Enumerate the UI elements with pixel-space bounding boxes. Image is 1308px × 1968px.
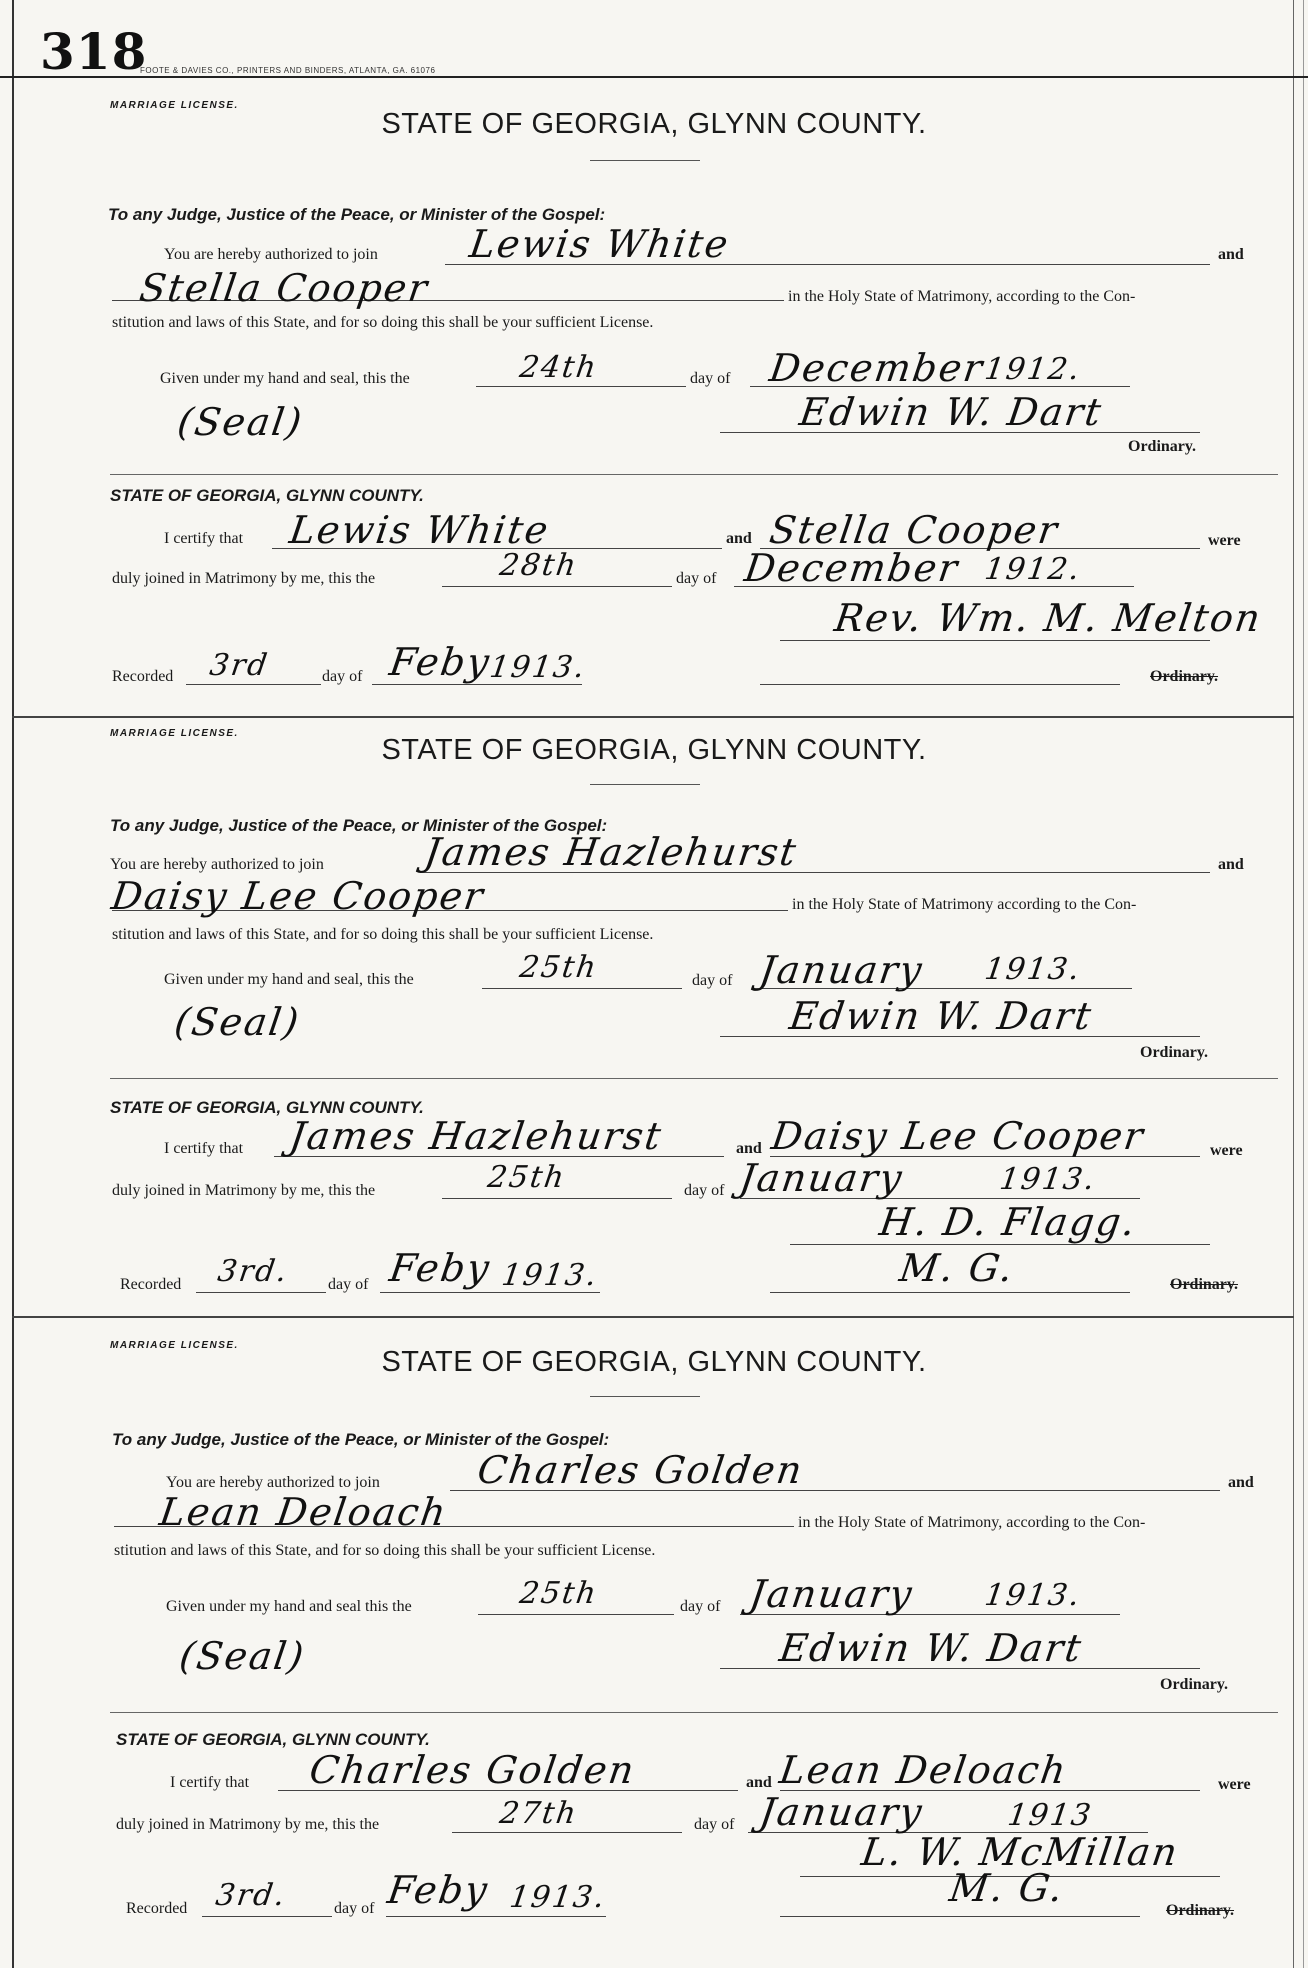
license-year: 1912. [982, 352, 1084, 387]
cert-day-of: day of [684, 1182, 725, 1199]
officiant-signature: H. D. Flagg. [876, 1200, 1140, 1244]
cert-groom: James Hazlehurst [286, 1114, 666, 1158]
officiant-title: M. G. [896, 1246, 1018, 1290]
cert-bride: Daisy Lee Cooper [768, 1114, 1148, 1158]
cert-day-of: day of [676, 570, 717, 587]
officiant-title: M. G. [946, 1866, 1068, 1910]
license-day-line [482, 988, 682, 989]
marriage-license-label: MARRIAGE LICENSE. [110, 728, 239, 739]
right-edge-rule [1303, 0, 1304, 1968]
entry-divider-1 [12, 716, 1294, 718]
cert-state-title: STATE OF GEORGIA, GLYNN COUNTY. [110, 486, 424, 505]
recorded-day-of: day of [334, 1900, 375, 1917]
cert-groom: Charles Golden [306, 1748, 639, 1792]
recorded-sig-line [770, 1292, 1130, 1293]
recorded-month: Feby [386, 640, 494, 684]
to-any-judge: To any Judge, Justice of the Peace, or Minister of the Gospel: [110, 816, 608, 835]
recorded-text: Recorded [120, 1276, 182, 1293]
title-rule [590, 160, 700, 161]
recorded-month: Feby [386, 1246, 494, 1290]
title-rule [590, 1396, 700, 1397]
license-state-title: STATE OF GEORGIA, GLYNN COUNTY. [381, 108, 927, 140]
marriage-month: January [736, 1156, 907, 1200]
recorded-month: Feby [384, 1868, 492, 1912]
ordinary-label: Ordinary. [1140, 1044, 1209, 1061]
were-text: were [1210, 1142, 1243, 1159]
recorded-day-line [196, 1292, 326, 1293]
marriage-month: December [741, 546, 962, 590]
ordinary-signature: Edwin W. Dart [786, 994, 1096, 1038]
cert-and: and [736, 1140, 762, 1157]
cert-day-of: day of [694, 1816, 735, 1833]
ordinary-label: Ordinary. [1128, 438, 1197, 455]
license-month: December [766, 346, 987, 390]
groom-name: Lewis White [466, 222, 733, 266]
groom-name: James Hazlehurst [421, 830, 801, 874]
seal-mark: (Seal) [174, 400, 307, 444]
left-margin-rule [12, 0, 14, 1968]
page-number: 318 [40, 22, 148, 81]
holy-state-text: in the Holy State of Matrimony, according to the Con- [798, 1514, 1146, 1531]
license-day: 25th [517, 1576, 601, 1611]
cert-and: and [746, 1774, 772, 1791]
license-day-line [476, 386, 686, 387]
cert-bride: Lean Deloach [776, 1748, 1071, 1792]
cert-bride: Stella Cooper [766, 508, 1062, 552]
license-state-title: STATE OF GEORGIA, GLYNN COUNTY. [381, 1346, 927, 1378]
cert-state-title: STATE OF GEORGIA, GLYNN COUNTY. [116, 1730, 430, 1749]
officiant-signature: Rev. Wm. M. Melton [831, 596, 1265, 640]
recorded-text: Recorded [126, 1900, 188, 1917]
officiant-signature: L. W. McMillan [858, 1830, 1182, 1874]
certify-text: I certify that [170, 1774, 250, 1791]
marriage-year: 1913. [997, 1162, 1099, 1197]
bride-name: Lean Deloach [156, 1490, 451, 1534]
stitution-text: stitution and laws of this State, and for so doing this shall be your sufficient License. [114, 1542, 656, 1559]
section-rule [110, 1078, 1278, 1079]
marriage-day-line [442, 586, 672, 587]
recorded-year: 1913. [499, 1258, 601, 1293]
right-margin-rule [1293, 0, 1294, 1968]
marriage-day: 28th [497, 548, 581, 583]
recorded-day: 3rd. [213, 1878, 289, 1913]
and-text: and [1228, 1474, 1254, 1491]
license-day: 25th [517, 950, 601, 985]
recorded-sig-line [760, 684, 1120, 685]
marriage-day-line [452, 1832, 682, 1833]
ordinary-struck: Ordinary. [1166, 1902, 1235, 1919]
holy-state-text: in the Holy State of Matrimony, according to the Con- [788, 288, 1136, 305]
officiant-line [780, 640, 1210, 641]
recorded-month-line [386, 1916, 606, 1917]
header-rule [0, 76, 1308, 78]
groom-name: Charles Golden [474, 1448, 807, 1492]
marriage-license-label: MARRIAGE LICENSE. [110, 1340, 239, 1351]
holy-state-text: in the Holy State of Matrimony according to the Con- [792, 896, 1137, 913]
bride-name: Stella Cooper [136, 266, 432, 310]
printer-imprint: FOOTE & DAVIES CO., PRINTERS AND BINDERS, ATLANTA, GA. 61076 [140, 66, 436, 75]
to-any-judge: To any Judge, Justice of the Peace, or Minister of the Gospel: [108, 205, 606, 224]
bride-name: Daisy Lee Cooper [108, 874, 488, 918]
duly-joined-text: duly joined in Matrimony by me, this the [112, 1182, 376, 1199]
license-day: 24th [517, 350, 601, 385]
stitution-text: stitution and laws of this State, and for so doing this shall be your sufficient License. [112, 314, 654, 331]
ordinary-label: Ordinary. [1160, 1676, 1229, 1693]
to-any-judge: To any Judge, Justice of the Peace, or Minister of the Gospel: [112, 1430, 610, 1449]
ordinary-struck: Ordinary. [1150, 668, 1219, 685]
title-rule [590, 784, 700, 785]
marriage-license-label: MARRIAGE LICENSE. [110, 100, 239, 111]
recorded-day-of: day of [328, 1276, 369, 1293]
given-text: Given under my hand and seal, this the [164, 971, 414, 988]
given-text: Given under my hand and seal this the [166, 1598, 412, 1615]
recorded-sig-line [780, 1916, 1140, 1917]
stitution-text: stitution and laws of this State, and for so doing this shall be your sufficient License. [112, 926, 654, 943]
day-of-text: day of [680, 1598, 721, 1615]
day-of-text: day of [690, 370, 731, 387]
duly-joined-text: duly joined in Matrimony by me, this the [116, 1816, 380, 1833]
ordinary-signature: Edwin W. Dart [776, 1626, 1086, 1670]
authorized-text: You are hereby authorized to join [166, 1474, 380, 1491]
license-state-title: STATE OF GEORGIA, GLYNN COUNTY. [381, 734, 927, 766]
entry-divider-2 [12, 1316, 1294, 1318]
marriage-year: 1912. [982, 552, 1084, 587]
duly-joined-text: duly joined in Matrimony by me, this the [112, 570, 376, 587]
cert-state-title: STATE OF GEORGIA, GLYNN COUNTY. [110, 1098, 424, 1117]
seal-mark: (Seal) [176, 1634, 309, 1678]
and-text: and [1218, 856, 1244, 873]
recorded-day-line [202, 1916, 332, 1917]
recorded-day: 3rd [207, 648, 272, 683]
cert-and: and [726, 530, 752, 547]
recorded-year: 1913. [507, 1880, 609, 1915]
certify-text: I certify that [164, 530, 244, 547]
ordinary-struck: Ordinary. [1170, 1276, 1239, 1293]
were-text: were [1208, 532, 1241, 549]
license-year: 1913. [982, 1578, 1084, 1613]
cert-groom: Lewis White [286, 508, 553, 552]
section-rule [110, 474, 1278, 475]
authorized-text: You are hereby authorized to join [110, 856, 324, 873]
recorded-text: Recorded [112, 668, 174, 685]
ordinary-signature: Edwin W. Dart [796, 390, 1106, 434]
officiant-line [790, 1244, 1210, 1245]
license-month: January [746, 1572, 917, 1616]
recorded-day-of: day of [322, 668, 363, 685]
certify-text: I certify that [164, 1140, 244, 1157]
marriage-day: 25th [485, 1160, 569, 1195]
and-text: and [1218, 246, 1244, 263]
recorded-day-line [186, 684, 321, 685]
day-of-text: day of [692, 972, 733, 989]
marriage-month: January [756, 1790, 927, 1834]
recorded-year: 1913. [487, 650, 589, 685]
license-month: January [756, 948, 927, 992]
license-year: 1913. [982, 952, 1084, 987]
given-text: Given under my hand and seal, this the [160, 370, 410, 387]
marriage-year: 1913 [1005, 1798, 1095, 1833]
license-day-line [478, 1614, 674, 1615]
marriage-day: 27th [497, 1796, 581, 1831]
recorded-day: 3rd. [215, 1254, 291, 1289]
seal-mark: (Seal) [171, 1000, 304, 1044]
marriage-day-line [442, 1198, 672, 1199]
were-text: were [1218, 1776, 1251, 1793]
authorized-text: You are hereby authorized to join [164, 246, 378, 263]
section-rule [110, 1712, 1278, 1713]
